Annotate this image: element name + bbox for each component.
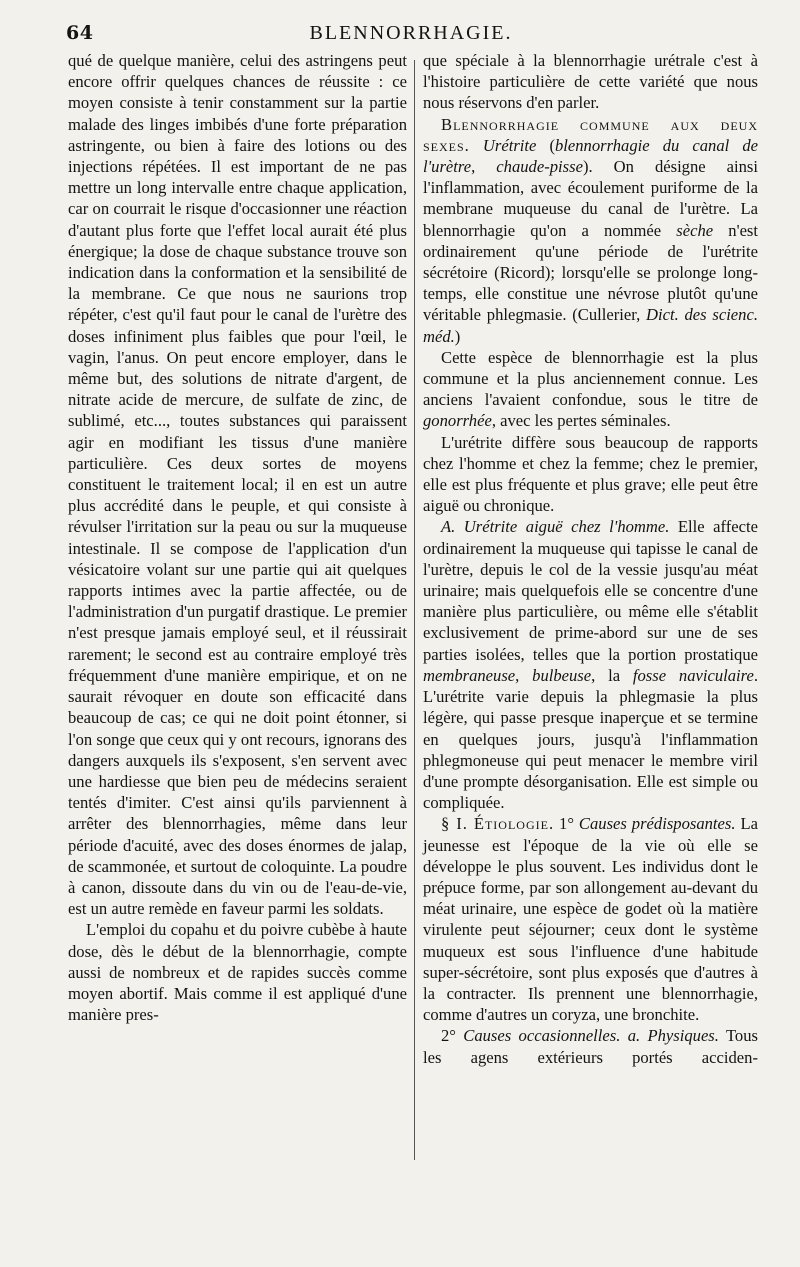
synonym-1: Urétrite (482, 135, 537, 155)
term-bulbeuse: bulbeuse (532, 665, 592, 685)
right-paragraph-6 (423, 813, 758, 1025)
term-gonorrhee: gonorrhée (423, 411, 492, 431)
urethritis-text-2: . L'urétrite varie depuis la phlegmasie la plus légère, qui passe presque inaperçue et se termine en quelques jours, jusqu'à l'inflammation phlegmoneuse qui peut menacer le membre viril d'une prompte désorganisation. Elle est simple ou compliquée. (423, 665, 759, 813)
right-paragraph-4: L'urétrite diffère sous beaucoup de rapports chez l'homme et chez la femme; chez le premier, elle est plus fréquente et plus grave; elle peut être aiguë ou chronique. (423, 432, 758, 516)
column-divider (414, 60, 415, 1160)
term-seche: sèche (676, 220, 714, 240)
left-column (68, 50, 407, 1025)
left-paragraph-2: L'emploi du copahu et du poivre cubèbe à haute dose, dès le début de la blennorrhagie, compte aussi de nombreux et de rapides succès comme moyen abortif. Mais comme il est appliqué d'une manière pres- (68, 920, 407, 1025)
page-header (66, 22, 756, 52)
history-text-2: , avec les pertes séminales. (491, 411, 671, 431)
predisposing-causes-text: La jeunesse est l'époque de la vie où elle se développe le plus souvent. Les individus dont le prépuce forme, par son allongement au-devant du méat urinaire, une espèce de godet où la matière virulente peut séjourner; ceux dont le système muqueux est sous l'influence d'une habitude super-sécrétoire, sont plus exposés que d'autres à la contracter. Ils prennent une blennorrhagie, comme d'autres un coryza, une bronchite. (423, 814, 758, 1025)
running-title: BLENNORRHAGIE. (309, 22, 513, 44)
list-marker-1: 1° (559, 814, 579, 834)
reference-citation: Dict. des scienc. méd. (423, 305, 758, 346)
synonym-2: blennorrhagie du canal de l'urètre (423, 135, 758, 177)
etiology-heading: § I. Étiologie. (441, 814, 555, 834)
right-paragraph-5: A. Urétrite aiguë chez l'homme. Elle affecte ordinairement la muqueuse qui tapisse le canal de l'urètre, depuis le col de la vessie jusqu'au méat urinaire; mais quelquefois elle se concentre d'une manière plus particulière, ou même elle s'établit exclusivement de prime-abord sur une de ses parties isolées, telles que la portion prostatique membraneuse, bulbeuse, la fosse naviculaire. L'urétrite varie depuis la phlegmasie la plus légère, qui passe presque inaperçue et se termine en quelques jours, jusqu'à l'inflammation phlegmoneuse qui peut menacer le membre viril d'une prompte désorganisation. Elle est simple ou compliquée. (423, 517, 759, 813)
predisposing-causes-heading: Causes prédisposantes. (578, 814, 736, 834)
subsection-heading: A. Urétrite aiguë chez l'homme. (441, 517, 670, 537)
right-paragraph-1: que spéciale à la blennorrhagie urétrale c'est à l'histoire particulière de cette variété que nous nous réservons d'en parler. (423, 51, 758, 113)
term-membraneuse: membraneuse (423, 665, 516, 685)
definition-text-2: n'est ordinairement qu'une période de l'urétrite sécrétoire (Ricord); lorsqu'elle se prolonge long-temps, elle constitue une névrose plutôt qu'une véritable phlegmasie. (Cullerier, (423, 220, 759, 325)
history-text-1: Cette espèce de blennorrhagie est la plus commune et la plus anciennement connue. Les anciens l'avaient confondue, sous le titre de (423, 347, 758, 410)
list-marker-2: 2° (441, 1026, 464, 1046)
right-paragraph-2: Blennorrhagie commune aux deux sexes. Urétrite (blennorrhagie du canal de l'urètre, chaude-pisse). On désigne ainsi l'inflammation, avec écoulement puriforme de la membrane muqueuse du canal de l'urètre. La blennorrhagie qu'on a nommée sèche n'est ordinairement qu'une période de l'urétrite sécrétoire (Ricord); lorsqu'elle se prolonge long-temps, elle constitue une névrose plutôt qu'une véritable phlegmasie. (Cullerier, Dict. des scienc. méd.) (423, 114, 759, 346)
occasional-causes-text: Tous les agens extérieurs portés acciden- (423, 1026, 758, 1067)
page-number: 64 (66, 22, 94, 44)
right-column (423, 50, 758, 1068)
synonym-3: chaude-pisse (496, 157, 583, 177)
section-heading: Blennorrhagie commune aux deux sexes. (423, 114, 758, 155)
definition-text-1: On désigne ainsi l'inflammation, avec écoulement puriforme de la membrane muqueuse du canal de l'urètre. La blennorrhagie qu'on a nommée (423, 157, 759, 240)
left-paragraph-1: qué de quelque manière, celui des astringens peut encore offrir quelques chances de réussite : ce moyen consiste à tenir constamment sur la partie malade des linges imbibés d'une forte préparation astringente, ou bien à faire des lotions ou des injections répétées. Il est important de ne pas mettre un long intervalle entre chaque application, car on courrait le risque d'occasionner une réaction d'autant plus forte que l'effet local aurait été plus énergique; la dose de chaque substance trouve son indication dans la conformation et la sensibilité de la membrane. Ce que nous ne saurions trop répéter, c'est qu'il faut pour le canal de l'urètre des doses infiniment plus faibles que pour l'œil, le vagin, l'anus. On peut encore employer, dans le même but, des solutions de nitrate d'argent, de nitrate acide de mercure, de sulfate de zinc, de sublimé, etc..., toutes substances qui paraissent agir en modifiant les tissus d'une manière particulière. Ces deux sortes de moyens constituent le traitement local; il en est un autre plus accrédité dans le peuple, et qui consiste à révulser l'irritation sur la peau ou sur la muqueuse intestinale. Il se compose de l'application d'un vésicatoire volant sur une partie qui ait quelques rapports intimes avec la partie affectée, ou de l'administration d'un purgatif drastique. Le premier n'est presque jamais employé seul, et il réussirait rarement; le second est au contraire employé très fréquemment d'une manière empirique, et on ne saurait révoquer en doute son efficacité dans beaucoup de cas; ce qui ne doit point étonner, si l'on songe que ceux qui y ont recours, ignorans des dangers auxquels ils s'exposent, s'en servent avec une hardiesse que bien peu de médecins seraient tentés d'imiter. C'est ainsi qu'ils parviennent à arrêter des blennorrhagies, même dans leur période d'acuité, avec des doses énormes de jalap, de scammonée, et surtout de coloquinte. La poudre à canon, dissoute dans du vin ou de l'eau-de-vie, est un autre remède en faveur parmi les soldats. (68, 51, 407, 919)
right-paragraph-7 (423, 1025, 758, 1067)
occasional-causes-heading: Causes occasionnelles. a. Physiques. (463, 1026, 719, 1046)
right-paragraph-3 (423, 347, 758, 432)
urethritis-text-1: Elle affecte ordinairement la muqueuse qui tapisse le canal de l'urètre, depuis le col de la vessie jusqu'au méat urinaire; mais quelquefois elle se concentre d'une manière plus particulière, ou même elle s'établit exclusivement de prime-abord sur une de ses parties isolées, telles que la portion prostatique (423, 517, 758, 664)
term-fosse-naviculaire: fosse naviculaire (632, 665, 754, 685)
